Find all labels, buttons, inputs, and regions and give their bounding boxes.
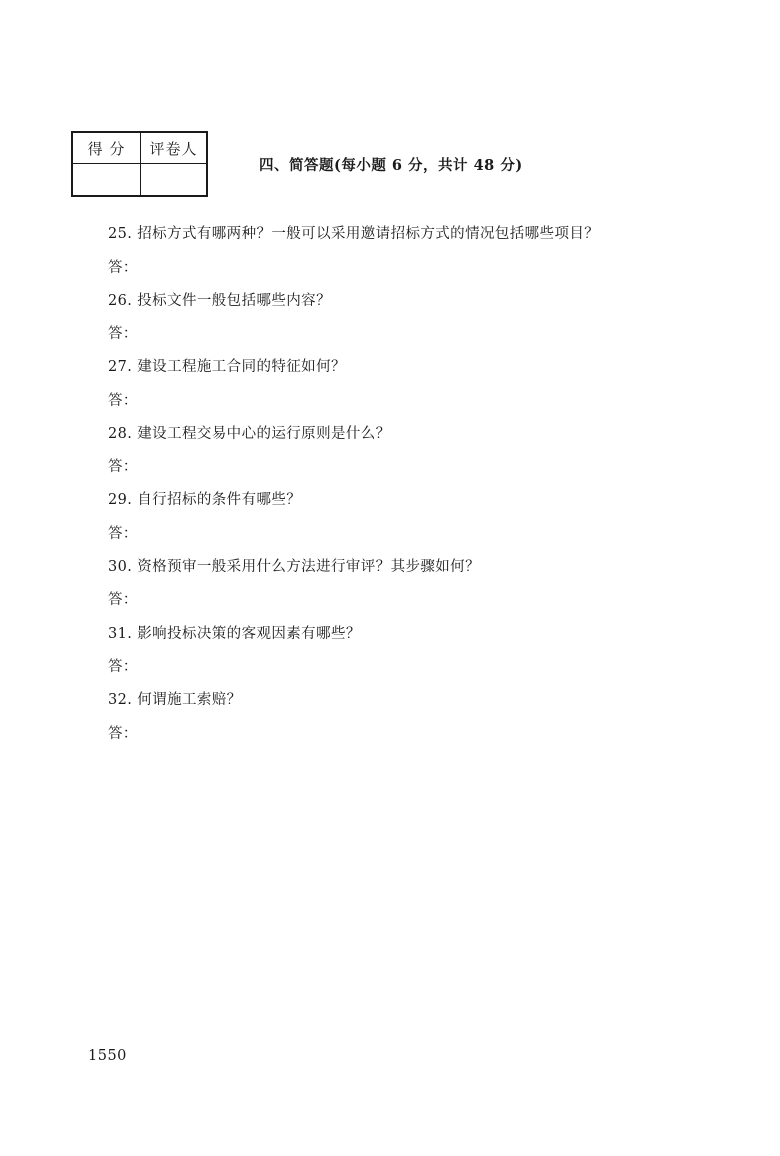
page-number: 1550 <box>88 1048 127 1064</box>
question-31: 31. 影响投标决策的客观因素有哪些？ <box>108 626 361 642</box>
score-header: 得 分 <box>73 133 141 164</box>
answer-label-30: 答： <box>108 592 138 608</box>
answer-label-29: 答： <box>108 526 138 542</box>
question-25: 25. 招标方式有哪两种？一般可以采用邀请招标方式的情况包括哪些项目？ <box>108 226 600 242</box>
question-27: 27. 建设工程施工合同的特征如何？ <box>108 359 346 375</box>
score-table <box>71 131 208 197</box>
score-value-cell[interactable] <box>73 164 141 195</box>
question-29: 29. 自行招标的条件有哪些？ <box>108 492 302 508</box>
question-26: 26. 投标文件一般包括哪些内容？ <box>108 293 331 309</box>
answer-label-31: 答： <box>108 659 138 675</box>
answer-label-32: 答： <box>108 726 138 742</box>
grader-value-cell[interactable] <box>141 164 206 195</box>
grader-header: 评卷人 <box>141 133 206 164</box>
answer-label-25: 答： <box>108 260 138 276</box>
answer-label-26: 答： <box>108 326 138 342</box>
answer-label-28: 答： <box>108 459 138 475</box>
question-32: 32. 何谓施工索赔？ <box>108 692 242 708</box>
section-title: 四、简答题(每小题 6 分，共计 48 分) <box>259 157 523 174</box>
answer-label-27: 答： <box>108 393 138 409</box>
question-30: 30. 资格预审一般采用什么方法进行审评？其步骤如何？ <box>108 559 480 575</box>
question-28: 28. 建设工程交易中心的运行原则是什么？ <box>108 426 391 442</box>
